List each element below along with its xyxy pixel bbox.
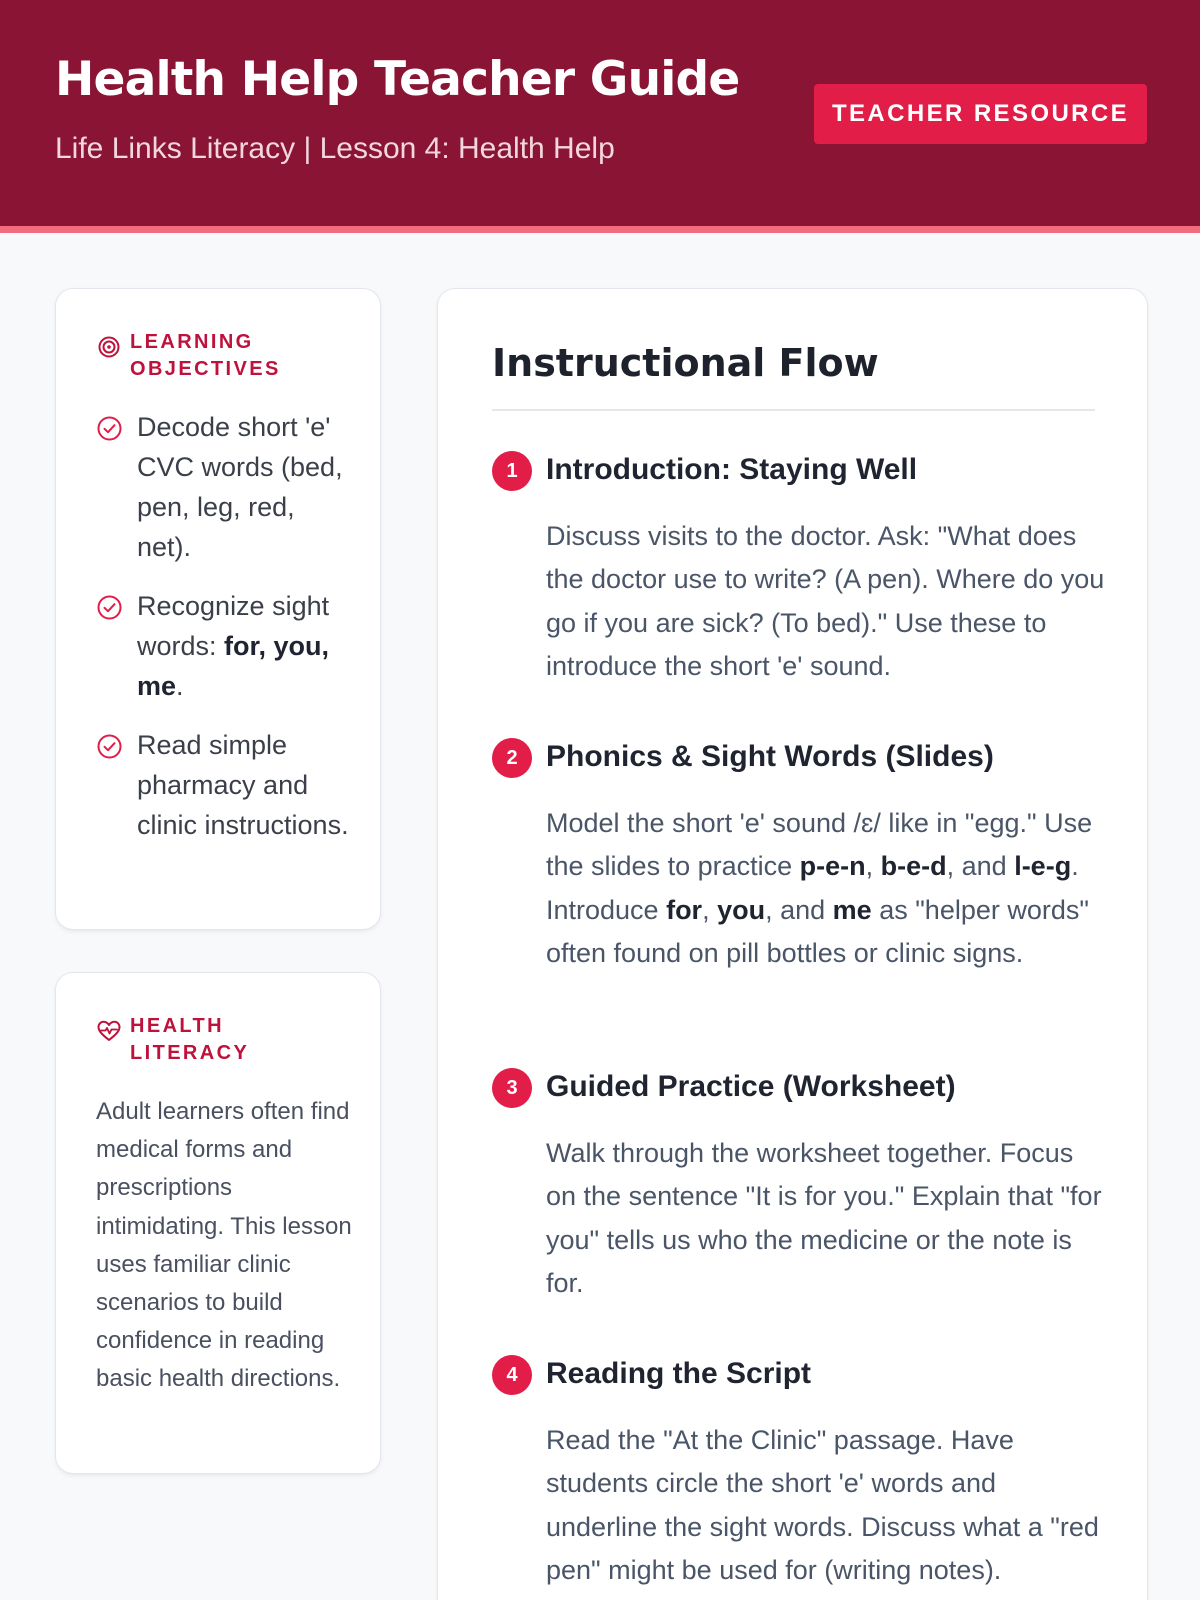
instructional-flow-card (437, 288, 1148, 1600)
teacher-resource-badge: TEACHER RESOURCE (814, 84, 1147, 144)
step-title: Introduction: Staying Well (546, 453, 918, 486)
health-literacy-header (96, 1013, 290, 1067)
step-title: Guided Practice (Worksheet) (546, 1070, 956, 1103)
page-header (0, 0, 1200, 226)
heart-pulse-icon (96, 1018, 122, 1044)
learning-objectives-header (96, 329, 290, 383)
header-accent-stripe (0, 226, 1200, 233)
objective-item (96, 725, 356, 845)
instructional-flow-title: Instructional Flow (492, 341, 879, 385)
check-circle-icon (96, 415, 123, 442)
objective-text: Read simple pharmacy and clinic instructions. (137, 730, 349, 840)
step-description: Discuss visits to the doctor. Ask: "What does the doctor use to write? (A pen). Where do you go if you are sick? (To bed)." Use these to introduce the short 'e' sound. (546, 521, 1105, 681)
health-literacy-heading: HEALTH LITERACY (130, 1015, 250, 1064)
step-title: Reading the Script (546, 1357, 812, 1390)
step-description: Model the short 'e' sound /ɛ/ like in "egg." Use the slides to practice p-e-n, b-e-d, and l-e-g. Introduce for, you, and me as "helper words" often found on pill bottles or clinic signs. (546, 808, 1093, 968)
learning-objectives-heading: LEARNING OBJECTIVES (130, 331, 281, 380)
step-number-badge: 3 (492, 1068, 532, 1108)
check-circle-icon (96, 594, 123, 621)
objective-item (96, 586, 356, 706)
step-title: Phonics & Sight Words (Slides) (546, 740, 994, 773)
objective-text: Recognize sight words: for, you, me. (137, 591, 330, 701)
target-icon (96, 334, 122, 360)
objectives-list (96, 407, 356, 864)
check-circle-icon (96, 733, 123, 760)
step-number-badge: 2 (492, 738, 532, 778)
divider (492, 409, 1095, 411)
health-literacy-card (55, 972, 381, 1474)
objective-text: Decode short 'e' CVC words (bed, pen, leg, red, net). (137, 412, 343, 562)
step-description: Read the "At the Clinic" passage. Have students circle the short 'e' words and underline the sight words. Discuss what a "red pen" might be used for (writing notes). (546, 1425, 1099, 1585)
page-subtitle: Life Links Literacy | Lesson 4: Health Help (55, 132, 615, 165)
objective-item (96, 407, 356, 567)
page-title: Health Help Teacher Guide (55, 52, 740, 107)
health-literacy-text: Adult learners often find medical forms and prescriptions intimidating. This lesson uses familiar clinic scenarios to build confidence in reading basic health directions. (96, 1098, 352, 1393)
step-description: Walk through the worksheet together. Focus on the sentence "It is for you." Explain that "for you" tells us who the medicine or the note is for. (546, 1138, 1102, 1298)
learning-objectives-card (55, 288, 381, 930)
step-number-badge: 1 (492, 451, 532, 491)
step-number-badge: 4 (492, 1355, 532, 1395)
